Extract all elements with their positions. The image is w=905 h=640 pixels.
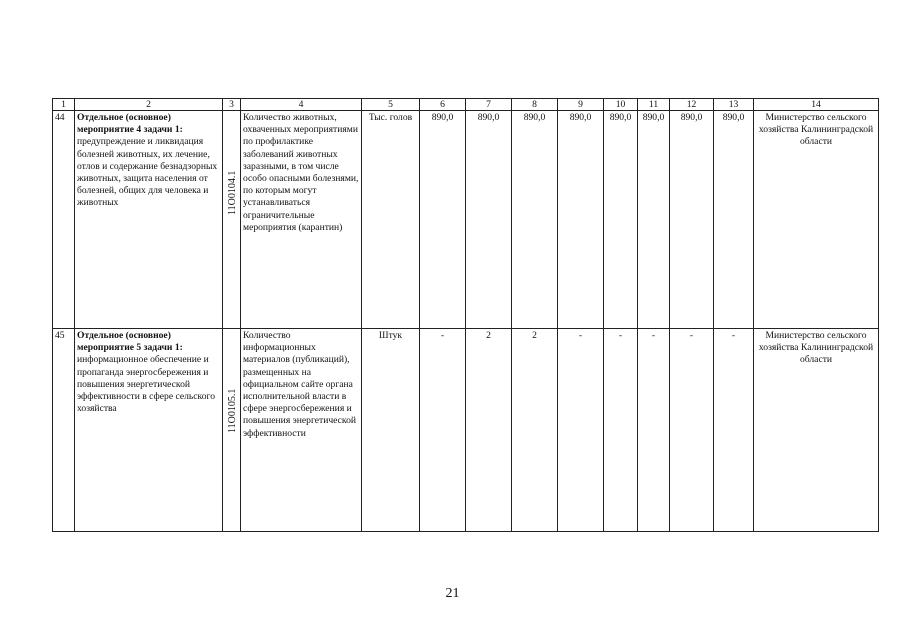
header-cell: 9: [558, 99, 604, 111]
value-cell: 890,0: [558, 111, 604, 329]
activity-code-cell: [223, 329, 241, 532]
program-table: [52, 98, 879, 532]
header-cell: 11: [638, 99, 670, 111]
header-cell: 13: [714, 99, 754, 111]
value-cell: 2: [466, 329, 512, 532]
page-number: 21: [445, 586, 460, 601]
value-cell: 2: [512, 329, 558, 532]
value-cell: 890,0: [604, 111, 638, 329]
header-cell: 3: [223, 99, 241, 111]
header-cell: 4: [241, 99, 362, 111]
indicator-name: Количество информационных материалов (публикаций), размещенных на официальном сайте органа исполнительной власти в сфере энергосбережения и повышения энергетической эффективности: [241, 329, 362, 532]
indicator-name: Количество животных, охваченных мероприятиями по профилактике заболеваний животных заразными, в том числе особо опасными болезнями, по которым могут устанавливаться ограничительные мероприятия (карантин): [241, 111, 362, 329]
value-cell: 890,0: [638, 111, 670, 329]
activity-title: Отдельное (основное) мероприятие 5 задачи 1:: [77, 330, 183, 354]
value-cell: -: [420, 329, 466, 532]
activity-title: Отдельное (основное) мероприятие 4 задачи 1:: [77, 112, 183, 136]
value-cell: -: [670, 329, 714, 532]
value-cell: -: [714, 329, 754, 532]
header-cell: 1: [53, 99, 75, 111]
header-cell: 14: [754, 99, 879, 111]
activity-code: 11О0104.1: [226, 170, 238, 215]
header-cell: 8: [512, 99, 558, 111]
responsible-org: Министерство сельского хозяйства Калининградской области: [754, 111, 879, 329]
value-cell: -: [604, 329, 638, 532]
row-number: 44: [53, 111, 75, 329]
header-cell: 12: [670, 99, 714, 111]
header-cell: 5: [362, 99, 420, 111]
value-cell: 890,0: [420, 111, 466, 329]
header-cell: 7: [466, 99, 512, 111]
value-cell: 890,0: [714, 111, 754, 329]
value-cell: -: [638, 329, 670, 532]
responsible-org: Министерство сельского хозяйства Калининградской области: [754, 329, 879, 532]
header-cell: 10: [604, 99, 638, 111]
header-row: [53, 99, 879, 111]
activity-name: [75, 111, 223, 329]
value-cell: 890,0: [512, 111, 558, 329]
value-cell: -: [558, 329, 604, 532]
table-row: [53, 111, 879, 329]
header-cell: 6: [420, 99, 466, 111]
value-cell: 890,0: [670, 111, 714, 329]
unit: Тыс. голов: [362, 111, 420, 329]
unit: Штук: [362, 329, 420, 532]
table-row: [53, 329, 879, 532]
activity-name: [75, 329, 223, 532]
activity-code: 11О0105.1: [226, 388, 238, 433]
row-number: 45: [53, 329, 75, 532]
activity-description: информационное обеспечение и пропаганда энергосбережения и повышения энергетической эффективности в сфере сельского хозяйства: [77, 354, 215, 415]
activity-description: предупреждение и ликвидация болезней животных, их лечение, отлов и содержание безнадзорных животных, защита населения от болезней, общих для человека и животных: [77, 136, 218, 209]
value-cell: 890,0: [466, 111, 512, 329]
activity-code-cell: [223, 111, 241, 329]
header-cell: 2: [75, 99, 223, 111]
